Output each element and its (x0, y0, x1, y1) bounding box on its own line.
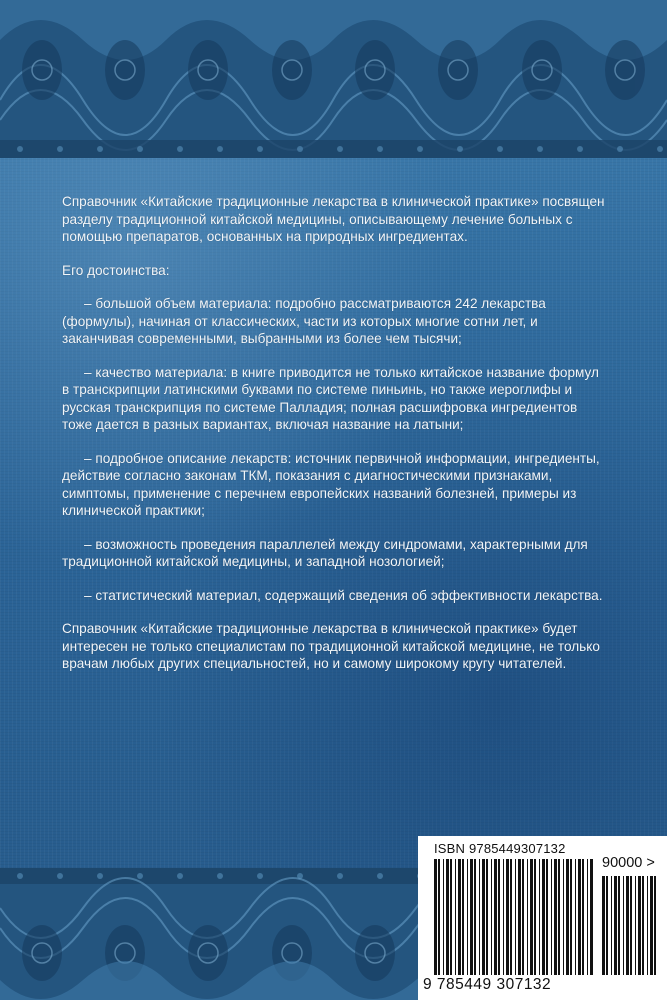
merit-item-parallels: – возможность проведения параллелей между синдромами, характерными для традиционной китайской медицины, и западной нозологией; (62, 536, 588, 569)
addon-price-label: 90000 > (602, 855, 655, 871)
merit-item-quality: – качество материала: в книге приводится не только китайское название формул в транскрипции латинскими буквами по системе пиньинь, но также иероглифы и русская транскрипция по системе Палладия; полная расшифровка ингредиентов тоже дается в разных вариантах, включая название на латыни; (62, 364, 599, 432)
merits-heading: Его достоинства: (62, 262, 170, 278)
intro-paragraph: Справочник «Китайские традиционные лекарства в клинической практике» посвящен разделу традиционной китайской медицины, описывающему лечение больных с помощью препаратов, основанных на природных ингредиентах. (62, 194, 605, 244)
description-text (62, 193, 607, 673)
merit-item-statistics: – статистический материал, содержащий сведения об эффективности лекарства. (84, 587, 603, 603)
main-barcode (434, 859, 594, 975)
closing-paragraph: Справочник «Китайские традиционные лекарства в клинической практике» будет интересен не только специалистам по традиционной китайской медицине, не только врачам любых других специальностей, но и самому широкому кругу читателей. (62, 621, 600, 671)
addon-barcode (602, 876, 658, 975)
isbn-barcode-box (418, 836, 667, 1000)
top-ornament-band (0, 0, 667, 158)
merit-item-volume: – большой объем материала: подробно рассматриваются 242 лекарства (формулы), начиная от классических, части из которых многие сотни лет, и заканчивая современными, выбранными из более чем тысячи; (62, 296, 546, 346)
merit-item-description: – подробное описание лекарств: источник первичной информации, ингредиенты, действие согласно законам ТКМ, показания с диагностическими признаками, симптомы, применение с перечнем европейских названий болезней, примеры из клинической практики; (62, 450, 600, 518)
barcode-digits: 9 785449 307132 (423, 976, 552, 993)
isbn-label: ISBN 9785449307132 (434, 841, 566, 856)
